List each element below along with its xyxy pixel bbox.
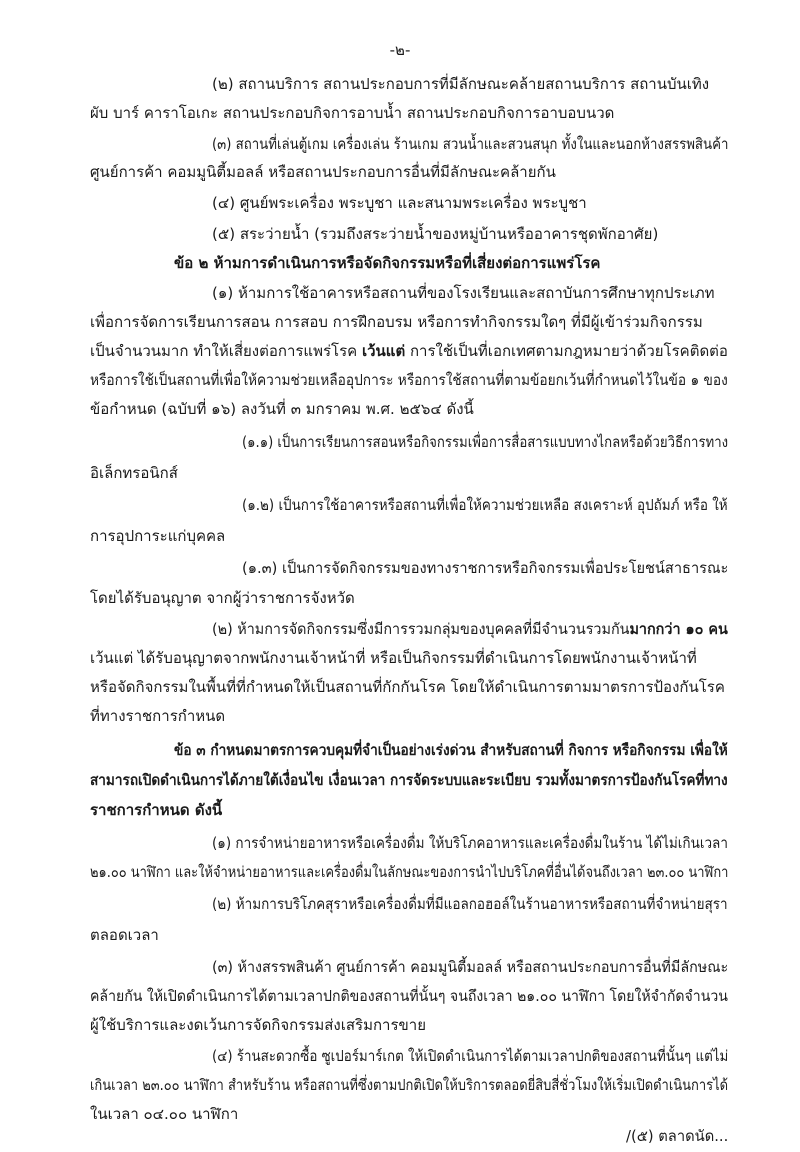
page-number: -๒-: [389, 41, 411, 59]
list-item: (๕) สระว่ายน้ำ (รวมถึงสระว่ายน้ำของหมู่บ้านหรืออาคารชุดพักอาศัย): [212, 225, 659, 243]
list-item-cont: ศูนย์การค้า คอมมูนิตี้มอลล์ หรือสถานประกอบการอื่นที่มีลักษณะคล้ายกัน: [90, 163, 556, 181]
continuation-note: /(๕) ตลาดนัด...: [625, 1127, 728, 1145]
emphasis-text: มากกว่า ๑๐ คน: [629, 620, 728, 638]
list-item: (๓) ห้างสรรพสินค้า ศูนย์การค้า คอมมูนิตี้มอลล์ หรือสถานประกอบการอื่นที่มีลักษณะ: [212, 958, 729, 976]
section-heading: ข้อ ๓ กำหนดมาตรการควบคุมที่จำเป็นอย่างเร่งด่วน สำหรับสถานที่ กิจการ หรือกิจกรรม เพื่อให้: [174, 741, 728, 759]
sub-item-cont: โดยได้รับอนุญาต จากผู้ว่าราชการจังหวัด: [90, 589, 355, 607]
sub-item-cont: อิเล็กทรอนิกส์: [90, 464, 178, 482]
sub-item: (๑.๑) เป็นการเรียนการสอนหรือกิจกรรมเพื่อการสื่อสารแบบทางไกลหรือด้วยวิธีการทาง: [242, 433, 729, 451]
list-item-cont: ในเวลา ๐๔.๐๐ นาฬิกา: [90, 1105, 239, 1123]
paragraph-line: หรือการใช้เป็นสถานที่เพื่อให้ความช่วยเหลืออุปการะ หรือการใช้สถานที่ตามข้อยกเว้นที่กำหนดไว้ในข้อ ๑ ของ: [90, 371, 728, 389]
list-item: (๓) สถานที่เล่นตู้เกม เครื่องเล่น ร้านเกม สวนน้ำและสวนสนุก ทั้งในและนอกห้างสรรพสินค้า: [212, 135, 729, 153]
text-run: (๒) ห้ามการจัดกิจกรรมซึ่งมีการรวมกลุ่มของบุคคลที่มีจำนวนรวมกัน: [212, 620, 630, 638]
list-item: (๒) สถานบริการ สถานประกอบการที่มีลักษณะคล้ายสถานบริการ สถานบันเทิง: [212, 75, 710, 93]
list-item-cont: ตลอดเวลา: [90, 926, 159, 944]
paragraph-line: เว้นแต่ ได้รับอนุญาตจากพนักงานเจ้าหน้าที่ หรือเป็นกิจกรรมที่ดำเนินการโดยพนักงานเจ้าหน้าที่: [90, 649, 697, 667]
list-item-cont: คล้ายกัน ให้เปิดดำเนินการได้ตามเวลาปกติของสถานที่นั้นๆ จนถึงเวลา ๒๑.๐๐ นาฬิกา โดยให้จำกัดจำนวน: [90, 987, 728, 1005]
list-item-cont: ผับ บาร์ คาราโอเกะ สถานประกอบกิจการอาบน้ำ สถานประกอบกิจการอาบอบนวด: [90, 104, 615, 122]
paragraph-line: ข้อกำหนด (ฉบับที่ ๑๖) ลงวันที่ ๓ มกราคม พ.ศ. ๒๕๖๔ ดังนี้: [90, 400, 474, 418]
text-run: การใช้เป็นที่เอกเทศตามกฎหมายว่าด้วยโรคติดต่อ: [405, 342, 728, 360]
list-item-cont: เกินเวลา ๒๓.๐๐ นาฬิกา สำหรับร้าน หรือสถานที่ซึ่งตามปกติเปิดให้บริการตลอดยี่สิบสี่ชั่วโมงให้เริ่มเปิดดำเนินการได้: [90, 1076, 729, 1094]
list-item: (๑) การจำหน่ายอาหารหรือเครื่องดื่ม ให้บริโภคอาหารและเครื่องดื่มในร้าน ได้ไม่เกินเวลา: [212, 834, 728, 852]
emphasis-text: เว้นแต่: [361, 342, 406, 360]
section-heading: ข้อ ๒ ห้ามการดำเนินการหรือจัดกิจกรรมหรือที่เสี่ยงต่อการแพร่โรค: [174, 254, 601, 272]
paragraph-line: [90, 341, 728, 361]
paragraph-line: หรือจัดกิจกรรมในพื้นที่ที่กำหนดให้เป็นสถานที่กักกันโรค โดยให้ดำเนินการตามมาตรการป้องกันโรค: [90, 678, 725, 696]
list-item-cont: ผู้ใช้บริการและงดเว้นการจัดกิจกรรมส่งเสริมการขาย: [90, 1016, 426, 1034]
sub-item: (๑.๓) เป็นการจัดกิจกรรมของทางราชการหรือกิจกรรมเพื่อประโยชน์สาธารณะ: [242, 559, 729, 577]
paragraph-line: เพื่อการจัดการเรียนการสอน การสอบ การฝึกอบรม หรือการทำกิจกรรมใดๆ ที่มีผู้เข้าร่วมกิจกรรม: [90, 313, 703, 331]
sub-item: (๑.๒) เป็นการใช้อาคารหรือสถานที่เพื่อให้ความช่วยเหลือ สงเคราะห์ อุปถัมภ์ หรือ ให้: [242, 496, 728, 514]
paragraph-line: ที่ทางราชการกำหนด: [90, 707, 226, 725]
text-run: เป็นจำนวนมาก ทำให้เสี่ยงต่อการแพร่โรค: [90, 342, 362, 360]
sub-item-cont: การอุปการะแก่บุคคล: [90, 527, 226, 545]
list-item: (๒) ห้ามการบริโภคสุราหรือเครื่องดื่มที่มีแอลกอฮอล์ในร้านอาหารหรือสถานที่จำหน่ายสุรา: [212, 895, 728, 913]
section-heading-cont: ราชการกำหนด ดังนี้: [90, 801, 223, 819]
list-item: (๔) ศูนย์พระเครื่อง พระบูชา และสนามพระเครื่อง พระบูชา: [212, 194, 587, 212]
paragraph-line: (๑) ห้ามการใช้อาคารหรือสถานที่ของโรงเรียนและสถาบันการศึกษาทุกประเภท: [212, 284, 715, 302]
list-item: (๔) ร้านสะดวกซื้อ ซูเปอร์มาร์เกต ให้เปิดดำเนินการได้ตามเวลาปกติของสถานที่นั้นๆ แต่ไม่: [212, 1047, 729, 1065]
section-heading-cont: สามารถเปิดดำเนินการได้ภายใต้เงื่อนไข เงื่อนเวลา การจัดระบบและระเบียบ รวมทั้งมาตรการป้องกันโรคที่ทาง: [90, 771, 728, 789]
paragraph-line: [212, 619, 728, 639]
list-item-cont: ๒๑.๐๐ นาฬิกา และให้จำหน่ายอาหารและเครื่องดื่มในลักษณะของการนำไปบริโภคที่อื่นได้จนถึงเวลา ๒๓.๐๐ นาฬิกา: [90, 863, 729, 881]
